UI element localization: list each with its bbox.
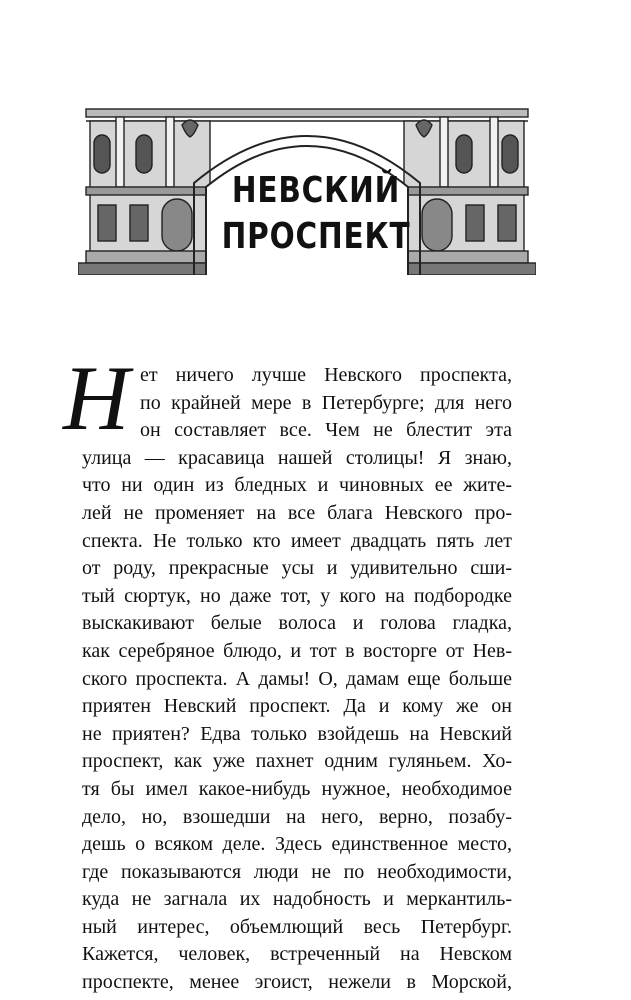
text-line: где показываются люди не по необходимости, (82, 860, 512, 883)
body-text (82, 362, 512, 997)
chapter-title-line-2: ПРОСПЕКТ (221, 216, 411, 257)
text-line: проспект, как уже пахнет одним гуляньем. Хо- (82, 750, 512, 773)
text-line: что ни один из бледных и чиновных ее жите- (82, 474, 512, 497)
text-line: ный интерес, объемлющий весь Петербург. (82, 915, 512, 938)
text-line: по крайней мере в Петербурге; для него (140, 391, 512, 414)
text-line: от роду, прекрасные усы и удивительно сши- (82, 557, 512, 580)
text-line: куда не загнала их надобность и меркантиль- (82, 888, 512, 911)
text-line: тя бы имел какое-нибудь нужное, необходимое (82, 777, 512, 800)
text-line: проспекте, менее эгоист, нежели в Морской, (82, 971, 512, 994)
text-line: как серебряное блюдо, и тот в восторге от Нев- (82, 639, 512, 662)
text-line: он составляет все. Чем не блестит эта (140, 419, 512, 442)
chapter-title (201, 168, 431, 260)
text-line: ет ничего лучше Невского проспекта, (140, 364, 512, 386)
text-line: выскакивают белые волоса и голова гладка, (82, 612, 512, 635)
text-line: улица — красавица нашей столицы! Я знаю, (82, 446, 512, 469)
text-line: дело, но, взошедши на него, верно, позабу- (82, 805, 512, 828)
text-line: дешь о всяком деле. Здесь единственное место, (82, 833, 512, 856)
text-line: не приятен? Едва только взойдешь на Невский (82, 722, 512, 745)
chapter-title-line-1: НЕВСКИЙ (231, 170, 401, 211)
text-line: тый сюртук, но даже тот, у кого на подбородке (82, 584, 512, 607)
text-line: лей не променяет на все блага Невского про- (82, 501, 512, 524)
text-line: спекта. Не только кто имеет двадцать пять лет (82, 529, 512, 552)
text-line: Кажется, человек, встреченный на Невском (82, 943, 512, 966)
text-line: приятен Невский проспект. Да и кому же он (82, 695, 512, 718)
drop-cap: Н (63, 347, 130, 449)
text-line: ского проспекта. А дамы! О, дамам еще больше (82, 667, 512, 690)
